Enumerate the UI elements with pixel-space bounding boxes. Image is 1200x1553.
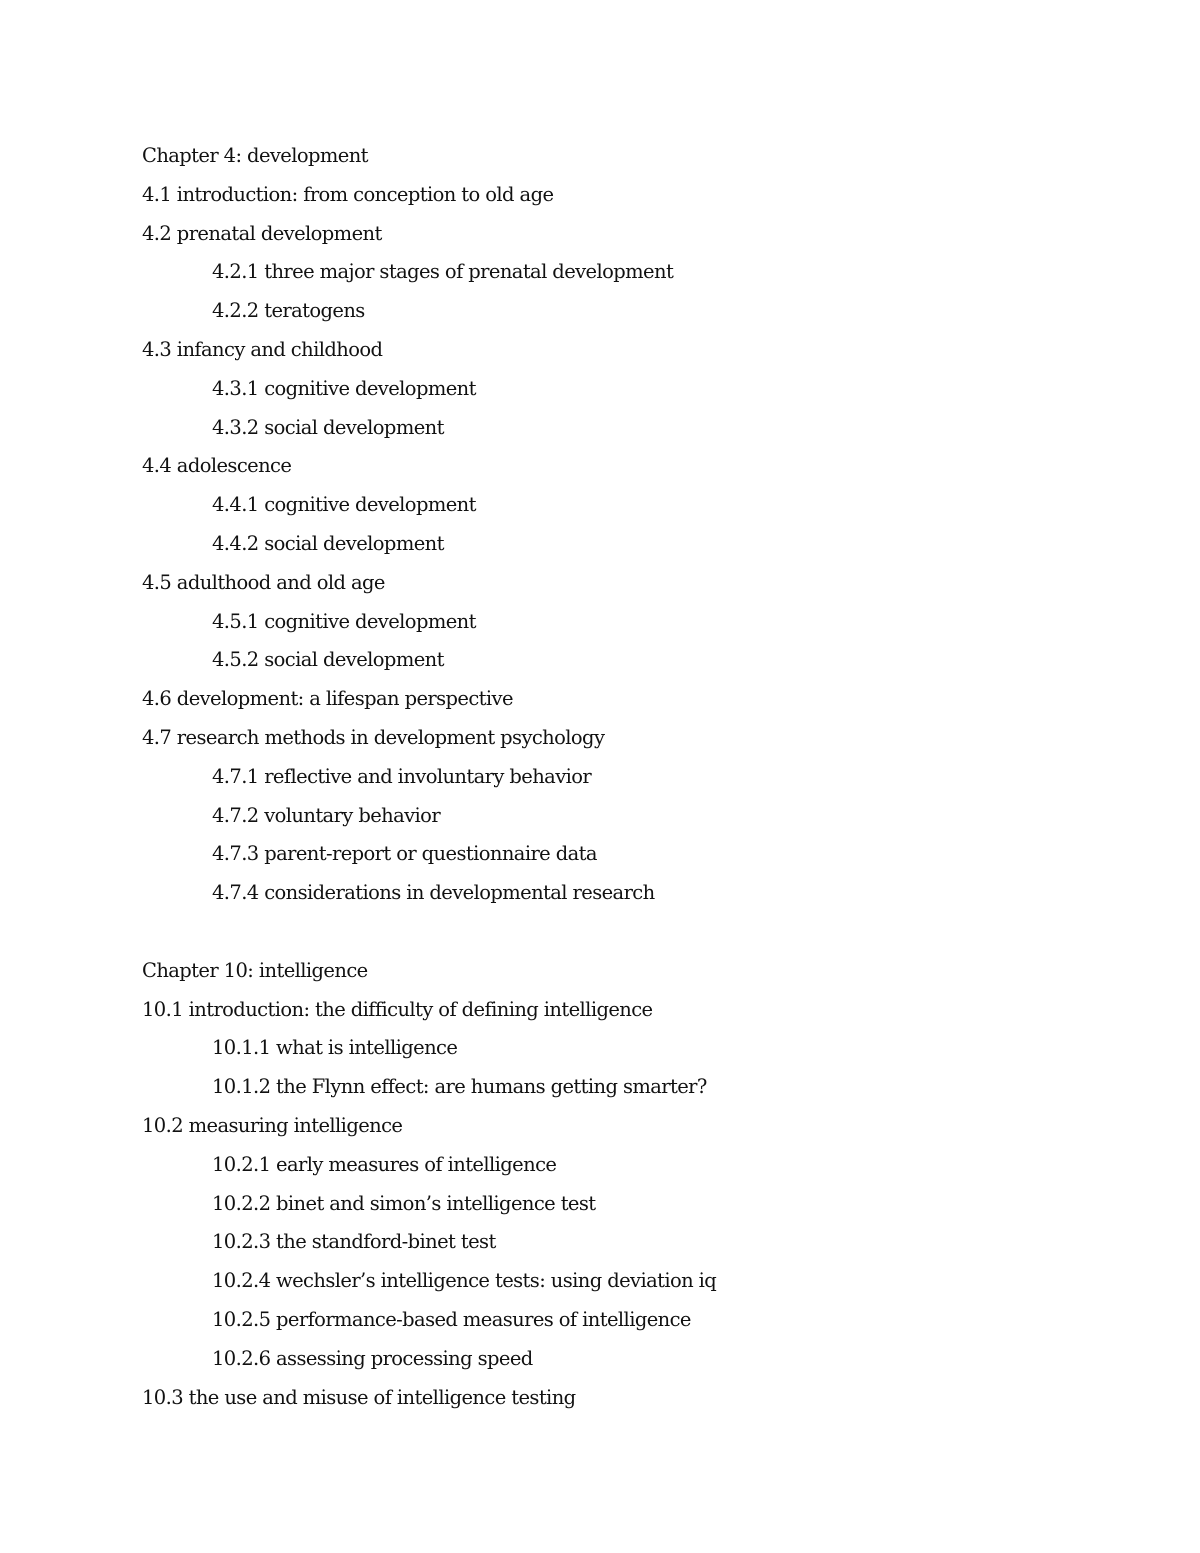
subsection-entry: 10.2.3 the standford-binet test: [212, 1230, 496, 1254]
subsection-entry: 10.2.4 wechsler’s intelligence tests: using deviation iq: [212, 1269, 717, 1293]
subsection-entry: 4.3.1 cognitive development: [212, 376, 476, 400]
subsection-entry: 4.7.2 voluntary behavior: [212, 803, 441, 827]
subsection-entry: 4.4.1 cognitive development: [212, 493, 476, 517]
section-entry: 4.1 introduction: from conception to old age: [142, 182, 554, 206]
subsection-entry: 10.2.5 performance-based measures of intelligence: [212, 1307, 691, 1331]
chapter-heading: Chapter 4: development: [142, 144, 368, 167]
subsection-entry: 4.2.1 three major stages of prenatal development: [212, 260, 674, 284]
subsection-entry: 4.7.4 considerations in developmental research: [212, 881, 655, 905]
subsection-entry: 4.7.3 parent-report or questionnaire data: [212, 842, 597, 866]
section-entry: 10.1 introduction: the difficulty of defining intelligence: [142, 997, 653, 1021]
section-entry: 10.3 the use and misuse of intelligence testing: [142, 1385, 576, 1409]
section-entry: 4.2 prenatal development: [142, 221, 382, 245]
subsection-entry: 4.5.1 cognitive development: [212, 609, 476, 633]
subsection-entry: 4.4.2 social development: [212, 531, 444, 555]
subsection-entry: 4.2.2 teratogens: [212, 299, 365, 323]
subsection-entry: 10.2.6 assessing processing speed: [212, 1346, 533, 1370]
subsection-entry: 4.3.2 social development: [212, 415, 444, 439]
chapter-outline: [142, 137, 1142, 1417]
chapter-section: [142, 137, 1142, 913]
chapter-section: [142, 952, 1142, 1418]
chapter-heading: Chapter 10: intelligence: [142, 958, 368, 982]
section-entry: 4.7 research methods in development psychology: [142, 725, 605, 749]
section-entry: 4.4 adolescence: [142, 454, 292, 478]
subsection-entry: 4.7.1 reflective and involuntary behavior: [212, 764, 592, 788]
subsection-entry: 4.5.2 social development: [212, 648, 444, 672]
subsection-entry: 10.2.1 early measures of intelligence: [212, 1152, 557, 1176]
section-entry: 4.6 development: a lifespan perspective: [142, 687, 513, 711]
subsection-entry: 10.1.2 the Flynn effect: are humans getting smarter?: [212, 1075, 707, 1099]
section-entry: 4.5 adulthood and old age: [142, 570, 385, 594]
subsection-entry: 10.1.1 what is intelligence: [212, 1036, 458, 1060]
section-entry: 4.3 infancy and childhood: [142, 337, 383, 361]
section-entry: 10.2 measuring intelligence: [142, 1113, 403, 1137]
subsection-entry: 10.2.2 binet and simon’s intelligence test: [212, 1191, 596, 1215]
